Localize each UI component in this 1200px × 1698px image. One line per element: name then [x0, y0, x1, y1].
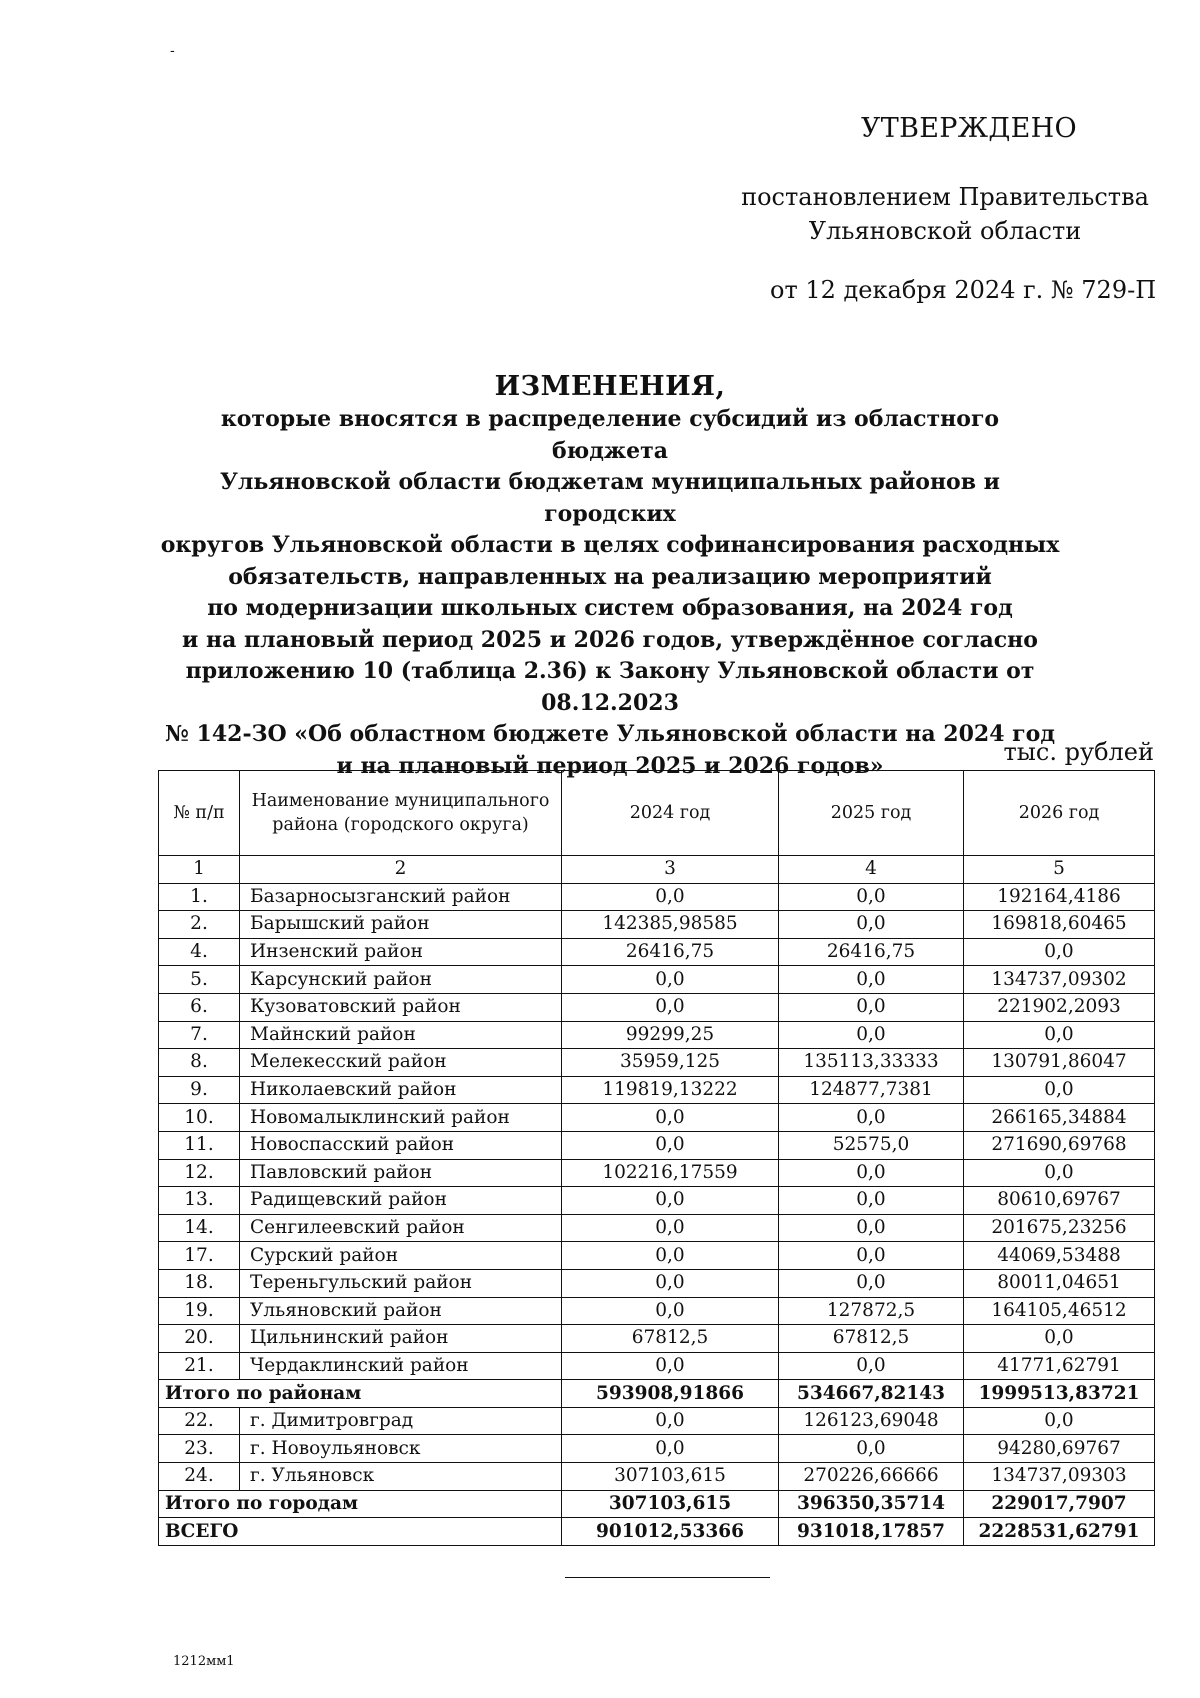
closing-rule	[565, 1577, 770, 1578]
value-2025: 0,0	[779, 1021, 964, 1049]
row-number: 2.	[159, 911, 240, 939]
row-number: 23.	[159, 1435, 240, 1463]
heading-line: обязательств, направленных на реализацию мероприятий	[228, 563, 992, 590]
row-number: 4.	[159, 938, 240, 966]
table-row	[159, 1242, 1155, 1270]
total-label: ВСЕГО	[159, 1518, 562, 1546]
table-row	[159, 1159, 1155, 1187]
table-row	[159, 1325, 1155, 1353]
row-number: 7.	[159, 1021, 240, 1049]
value-2026: 134737,09303	[964, 1463, 1155, 1491]
approval-stamp-title: УТВЕРЖДЕНО	[861, 113, 1077, 144]
heading-line: по модернизации школьных систем образования, на 2024 год	[207, 595, 1013, 621]
units-label: тыс. рублей	[1003, 738, 1154, 766]
row-number: 13.	[159, 1187, 240, 1215]
row-name: Цильнинский район	[240, 1325, 562, 1353]
value-2026: 271690,69768	[964, 1131, 1155, 1159]
row-name: Павловский район	[240, 1159, 562, 1187]
value-2026: 0,0	[964, 1407, 1155, 1435]
total-2024: 901012,53366	[562, 1518, 779, 1546]
heading-line: которые вносятся в распределение субсидий из областного бюджета	[220, 406, 1000, 464]
value-2026: 41771,62791	[964, 1352, 1155, 1380]
value-2024: 119819,13222	[562, 1076, 779, 1104]
column-number: 1	[159, 856, 240, 884]
row-name: Кузоватовский район	[240, 993, 562, 1021]
value-2025: 0,0	[779, 1104, 964, 1132]
column-numbers-row	[159, 856, 1155, 884]
total-label: Итого по городам	[159, 1490, 562, 1518]
value-2025: 26416,75	[779, 938, 964, 966]
row-name: Ульяновский район	[240, 1297, 562, 1325]
value-2024: 0,0	[562, 1131, 779, 1159]
row-name: Сурский район	[240, 1242, 562, 1270]
value-2025: 0,0	[779, 1352, 964, 1380]
row-name: Новоспасский район	[240, 1131, 562, 1159]
footer-code: 1212мм1	[173, 1654, 235, 1669]
value-2025: 0,0	[779, 883, 964, 911]
total-2024: 307103,615	[562, 1490, 779, 1518]
value-2025: 0,0	[779, 1214, 964, 1242]
value-2024: 35959,125	[562, 1049, 779, 1077]
value-2024: 0,0	[562, 1187, 779, 1215]
value-2024: 0,0	[562, 993, 779, 1021]
row-name: Карсунский район	[240, 966, 562, 994]
table-row	[159, 1407, 1155, 1435]
total-2025: 534667,82143	[779, 1380, 964, 1408]
row-name: Барышский район	[240, 911, 562, 939]
value-2025: 0,0	[779, 993, 964, 1021]
column-number: 4	[779, 856, 964, 884]
value-2024: 26416,75	[562, 938, 779, 966]
header-num: № п/п	[159, 771, 240, 856]
row-name: г. Димитровград	[240, 1407, 562, 1435]
row-name: Инзенский район	[240, 938, 562, 966]
table-row	[159, 1187, 1155, 1215]
value-2025: 124877,7381	[779, 1076, 964, 1104]
header-2025: 2025 год	[779, 771, 964, 856]
row-number: 1.	[159, 883, 240, 911]
value-2026: 130791,86047	[964, 1049, 1155, 1077]
column-number: 3	[562, 856, 779, 884]
value-2024: 0,0	[562, 883, 779, 911]
total-2024: 593908,91866	[562, 1380, 779, 1408]
value-2026: 0,0	[964, 1076, 1155, 1104]
table-row	[159, 1076, 1155, 1104]
value-2025: 0,0	[779, 966, 964, 994]
total-2026: 2228531,62791	[964, 1518, 1155, 1546]
document-heading	[160, 370, 1060, 782]
value-2024: 0,0	[562, 1269, 779, 1297]
value-2024: 0,0	[562, 1407, 779, 1435]
row-number: 22.	[159, 1407, 240, 1435]
table-row	[159, 1021, 1155, 1049]
value-2024: 0,0	[562, 1435, 779, 1463]
row-name: Чердаклинский район	[240, 1352, 562, 1380]
table-header-row	[159, 771, 1155, 856]
value-2026: 44069,53488	[964, 1242, 1155, 1270]
row-number: 8.	[159, 1049, 240, 1077]
row-number: 24.	[159, 1463, 240, 1491]
row-number: 6.	[159, 993, 240, 1021]
row-name: Базарносызганский район	[240, 883, 562, 911]
value-2026: 221902,2093	[964, 993, 1155, 1021]
value-2025: 0,0	[779, 1159, 964, 1187]
header-2026: 2026 год	[964, 771, 1155, 856]
value-2026: 192164,4186	[964, 883, 1155, 911]
row-number: 9.	[159, 1076, 240, 1104]
value-2026: 134737,09302	[964, 966, 1155, 994]
value-2024: 67812,5	[562, 1325, 779, 1353]
table-row	[159, 883, 1155, 911]
value-2025: 0,0	[779, 1269, 964, 1297]
table-row	[159, 911, 1155, 939]
heading-line: № 142-ЗО «Об областном бюджете Ульяновской области на 2024 год	[164, 721, 1056, 747]
heading-line: и на плановый период 2025 и 2026 годов»	[336, 752, 884, 779]
value-2024: 0,0	[562, 1297, 779, 1325]
total-2025: 931018,17857	[779, 1518, 964, 1546]
table-row	[159, 1131, 1155, 1159]
value-2024: 0,0	[562, 1242, 779, 1270]
value-2026: 0,0	[964, 938, 1155, 966]
total-2025: 396350,35714	[779, 1490, 964, 1518]
total-2026: 229017,7907	[964, 1490, 1155, 1518]
value-2025: 0,0	[779, 911, 964, 939]
table-row	[159, 1297, 1155, 1325]
total-2026: 1999513,83721	[964, 1380, 1155, 1408]
cities-total-row	[159, 1490, 1155, 1518]
header-name: Наименование муниципального района (городского округа)	[240, 771, 562, 856]
row-number: 10.	[159, 1104, 240, 1132]
heading-line: Ульяновской области бюджетам муниципальных районов и городских	[219, 469, 1000, 527]
row-number: 19.	[159, 1297, 240, 1325]
row-name: Сенгилеевский район	[240, 1214, 562, 1242]
value-2024: 0,0	[562, 966, 779, 994]
row-number: 20.	[159, 1325, 240, 1353]
value-2025: 52575,0	[779, 1131, 964, 1159]
column-number: 5	[964, 856, 1155, 884]
value-2025: 135113,33333	[779, 1049, 964, 1077]
value-2026: 0,0	[964, 1159, 1155, 1187]
row-name: г. Ульяновск	[240, 1463, 562, 1491]
heading-line: приложению 10 (таблица 2.36) к Закону Ульяновской области от 08.12.2023	[185, 658, 1035, 716]
value-2026: 80011,04651	[964, 1269, 1155, 1297]
table-row	[159, 966, 1155, 994]
value-2026: 266165,34884	[964, 1104, 1155, 1132]
table-row	[159, 1435, 1155, 1463]
districts-total-row	[159, 1380, 1155, 1408]
value-2025: 270226,66666	[779, 1463, 964, 1491]
row-number: 11.	[159, 1131, 240, 1159]
value-2024: 0,0	[562, 1352, 779, 1380]
row-name: Радищевский район	[240, 1187, 562, 1215]
value-2024: 142385,98585	[562, 911, 779, 939]
table-row	[159, 1269, 1155, 1297]
row-name: г. Новоульяновск	[240, 1435, 562, 1463]
row-name: Тереньгульский район	[240, 1269, 562, 1297]
table-body	[159, 856, 1155, 1546]
grand-total-row	[159, 1518, 1155, 1546]
table-row	[159, 1352, 1155, 1380]
value-2024: 0,0	[562, 1104, 779, 1132]
page-mark: -	[170, 43, 175, 59]
value-2026: 201675,23256	[964, 1214, 1155, 1242]
row-number: 12.	[159, 1159, 240, 1187]
row-name: Мелекесский район	[240, 1049, 562, 1077]
value-2024: 99299,25	[562, 1021, 779, 1049]
value-2025: 67812,5	[779, 1325, 964, 1353]
value-2025: 127872,5	[779, 1297, 964, 1325]
value-2025: 0,0	[779, 1242, 964, 1270]
resolution-line-2: Ульяновской области	[808, 217, 1082, 245]
row-name: Николаевский район	[240, 1076, 562, 1104]
value-2024: 307103,615	[562, 1463, 779, 1491]
value-2026: 164105,46512	[964, 1297, 1155, 1325]
value-2026: 0,0	[964, 1325, 1155, 1353]
heading-title: ИЗМЕНЕНИЯ,	[494, 371, 726, 402]
value-2024: 102216,17559	[562, 1159, 779, 1187]
heading-line: и на плановый период 2025 и 2026 годов, утверждённое согласно	[182, 626, 1038, 653]
row-number: 5.	[159, 966, 240, 994]
table-row	[159, 1104, 1155, 1132]
value-2024: 0,0	[562, 1214, 779, 1242]
resolution-line-1: постановлением Правительства	[741, 183, 1149, 211]
value-2025: 126123,69048	[779, 1407, 964, 1435]
table-row	[159, 1049, 1155, 1077]
heading-line: округов Ульяновской области в целях софинансирования расходных	[160, 532, 1060, 558]
row-number: 14.	[159, 1214, 240, 1242]
resolution-block	[735, 180, 1155, 248]
total-label: Итого по районам	[159, 1380, 562, 1408]
row-number: 21.	[159, 1352, 240, 1380]
row-number: 17.	[159, 1242, 240, 1270]
resolution-date-number: от 12 декабря 2024 г. № 729-П	[770, 276, 1157, 304]
column-number: 2	[240, 856, 562, 884]
value-2025: 0,0	[779, 1187, 964, 1215]
value-2026: 0,0	[964, 1021, 1155, 1049]
table-row	[159, 1463, 1155, 1491]
value-2026: 94280,69767	[964, 1435, 1155, 1463]
row-number: 18.	[159, 1269, 240, 1297]
header-2024: 2024 год	[562, 771, 779, 856]
table-row	[159, 1214, 1155, 1242]
value-2026: 169818,60465	[964, 911, 1155, 939]
value-2026: 80610,69767	[964, 1187, 1155, 1215]
row-name: Новомалыклинский район	[240, 1104, 562, 1132]
subsidy-table	[158, 770, 1155, 1546]
table-row	[159, 993, 1155, 1021]
row-name: Майнский район	[240, 1021, 562, 1049]
table-row	[159, 938, 1155, 966]
value-2025: 0,0	[779, 1435, 964, 1463]
